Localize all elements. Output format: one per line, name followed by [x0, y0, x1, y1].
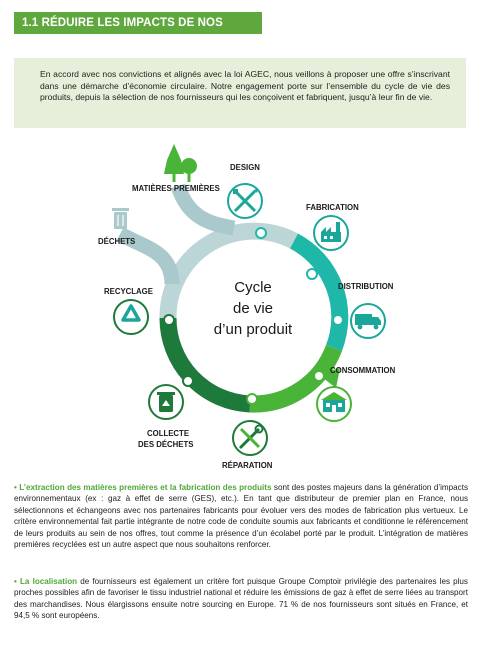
- label-collection-1: COLLECTE: [147, 429, 190, 438]
- label-distribution: DISTRIBUTION: [338, 282, 394, 291]
- label-recycling: RECYCLAGE: [104, 287, 153, 296]
- factory-icon: [314, 216, 348, 250]
- cycle-arc-teal: [294, 241, 340, 348]
- cycle-center-line3: d’un produit: [213, 321, 293, 338]
- label-design: DESIGN: [230, 163, 260, 172]
- paragraph-1-text: sont des postes majeurs dans la génération d’impacts environnementaux (ex : gaz à effet de serre (GES), etc.). En tant que distributeur de premier plan en France, nous sélectionnons et échangeons avec nos partenaires fabricants pour évoluer vers des modes de fabrication plus vertueux. Le critère environnemental fait partie intégrante de notre code de conduite soumis aux fabricants et conditionne le référencement de leurs produits au sein de nos offres, tout comme la présence d’un écolabel porté par le produit. L’intégration de matières premières recyclées est un autre aspect que nous souhaitons renforcer.: [14, 483, 469, 550]
- trees-icon: [164, 144, 197, 182]
- paragraph-2-bullet: •: [14, 577, 20, 586]
- label-repair: RÉPARATION: [222, 461, 273, 470]
- label-fabrication: FABRICATION: [306, 203, 359, 212]
- intro-text: En accord avec nos convictions et alignés avec la loi AGEC, nous veillons à proposer une offre s’inscrivant dans une démarche d’économie circulaire. Notre engagement porte sur l’ensemble du cycle de vie des produits, depuis la sélection de nos fournisseurs qui les conçoivent et fabriquent, jusqu’à leur fin de vie.: [40, 69, 450, 103]
- paragraph-2-text: de fournisseurs est également un critère fort puisque Groupe Comptoir privilégie des partenaires les plus proches possibles afin de favoriser le tissu industriel national et réduire les émissions de gaz à effet de serre liées au transport des marchandises. Nous élargissons ensuite notre sourcing en Europe. 71 % de nos fournisseurs sont situés en France, et 94,5 % sont européens.: [14, 577, 468, 621]
- label-consumption: CONSOMMATION: [330, 366, 396, 375]
- label-collection-2: DES DÉCHETS: [138, 440, 194, 449]
- section-title: 1.1 RÉDUIRE LES IMPACTS DE NOS PRODUITS: [14, 12, 262, 34]
- cycle-center-line1: Cycle: [234, 279, 272, 296]
- trash-can-icon: [112, 208, 129, 229]
- life-cycle-diagram: [0, 136, 480, 476]
- cycle-center-line2: de vie: [232, 300, 274, 317]
- paragraph-1-highlight: L’extraction des matières premières et la fabrication des produits: [19, 483, 272, 492]
- paragraph-localisation: [14, 576, 468, 622]
- paragraph-2-highlight: La localisation: [19, 577, 78, 586]
- recycle-icon: [114, 300, 148, 334]
- cycle-arc-light: [168, 231, 294, 318]
- label-raw-materials: MATIÈRES PREMIÈRES: [132, 184, 220, 193]
- bin-icon: [149, 385, 183, 419]
- design-icon: [228, 184, 262, 218]
- truck-icon: [351, 304, 385, 338]
- label-waste: DÉCHETS: [98, 237, 136, 246]
- store-icon: [317, 387, 351, 421]
- paragraph-raw-materials: [14, 482, 468, 550]
- paragraph-1-bullet: •: [14, 483, 20, 492]
- intro-box: [14, 58, 466, 128]
- wrench-icon: [233, 421, 267, 455]
